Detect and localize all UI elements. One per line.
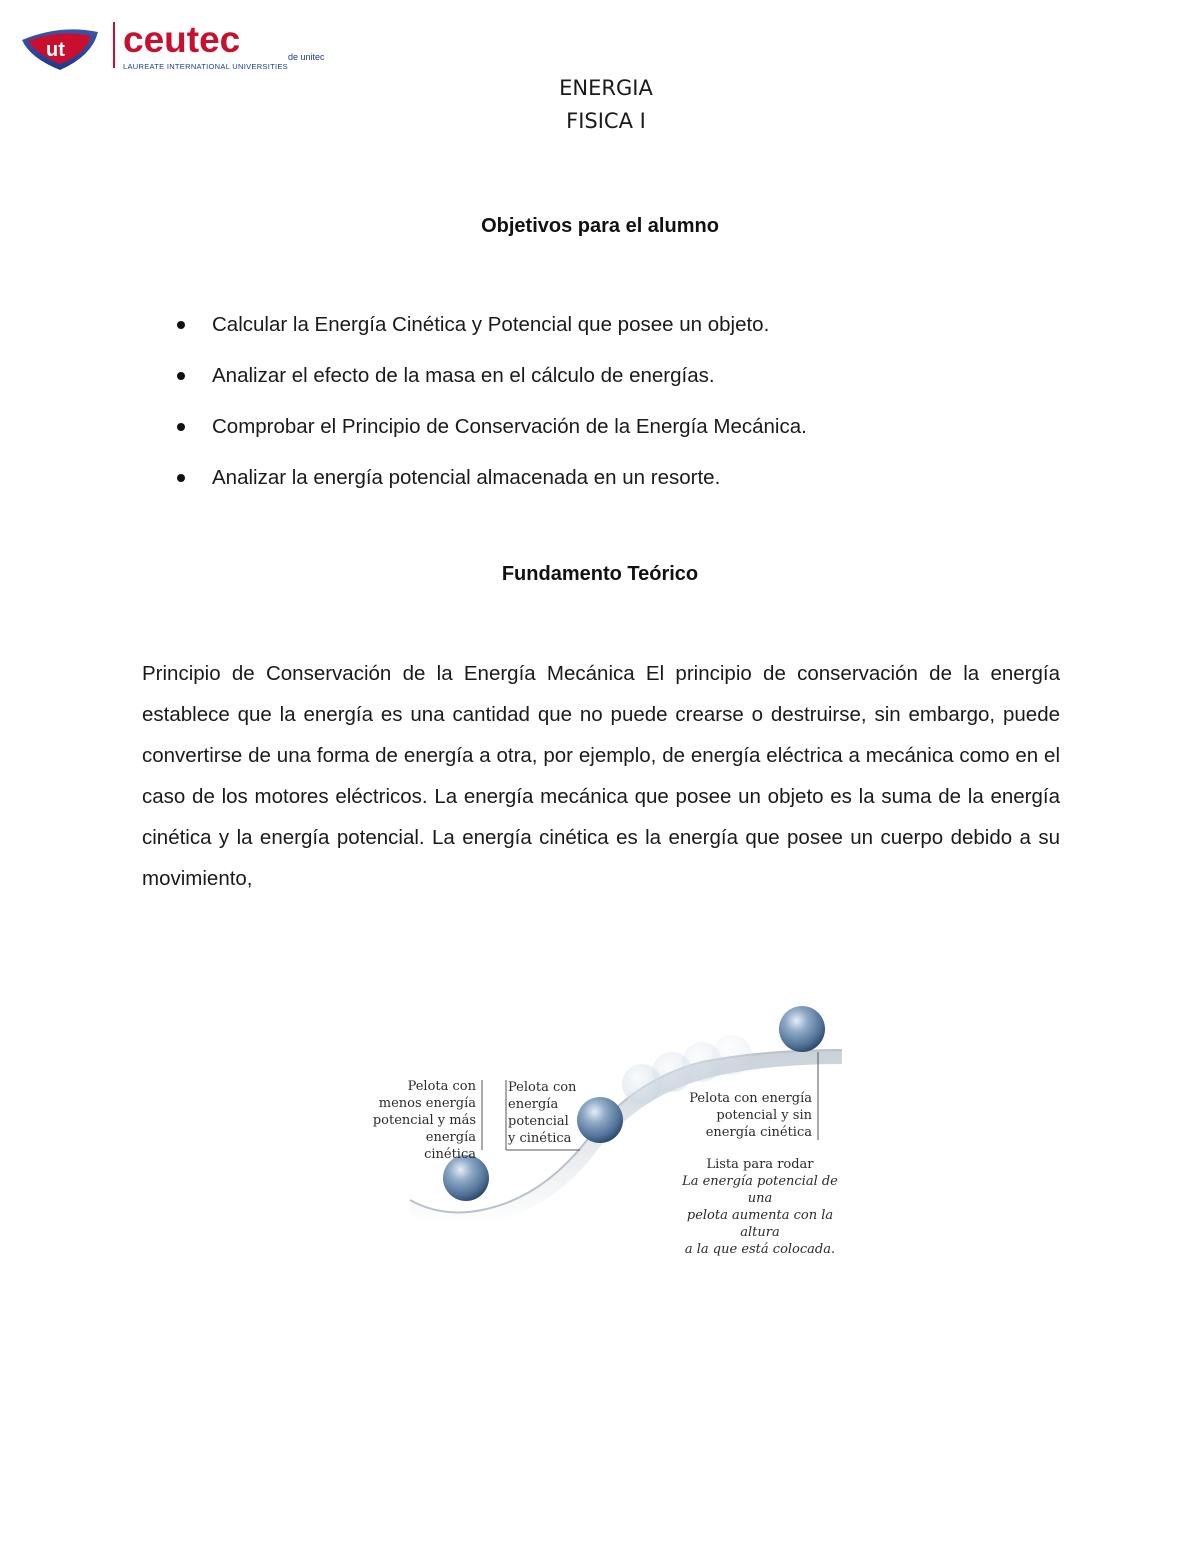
objectives-list (172, 310, 807, 514)
bullet-icon (177, 423, 185, 431)
figure-caption: Lista para rodar La energía potencial de una pelota aumenta con la altura a la que está colocada. (668, 1156, 852, 1258)
list-item: Analizar la energía potencial almacenada en un resorte. (172, 463, 807, 514)
energy-figure (372, 1000, 852, 1257)
bullet-icon (177, 321, 185, 329)
ghost-ball (712, 1035, 752, 1075)
theory-paragraph: Principio de Conservación de la Energía Mecánica El principio de conservación de la energía establece que la energía es una cantidad que no puede crearse o destruirse, sin embargo, puede convertirse de una forma de energía a otra, por ejemplo, de energía eléctrica a mecánica como en el caso de los motores eléctricos. La energía mecánica que posee un objeto es la suma de la energía cinética y la energía potencial. La energía cinética es la energía que posee un cuerpo debido a su movimiento, (142, 662, 1060, 890)
objectives-heading: Objetivos para el alumno (481, 215, 719, 237)
svg-text:de unitec: de unitec (288, 52, 325, 62)
svg-text:ut: ut (46, 39, 65, 61)
svg-text:ceutec: ceutec (123, 19, 241, 60)
document-title: ENERGIA (559, 76, 653, 100)
label-top-ball: Pelota con energía potencial y sin energía cinética (689, 1091, 812, 1140)
list-item: Comprobar el Principio de Conservación de la Energía Mecánica. (172, 412, 807, 463)
svg-text:LAUREATE INTERNATIONAL UNIVERS: LAUREATE INTERNATIONAL UNIVERSITIES (123, 62, 288, 71)
document-subtitle: FISICA I (566, 109, 646, 133)
list-item: Calcular la Energía Cinética y Potencial que posee un objeto. (172, 310, 807, 361)
ball-top (779, 1006, 825, 1052)
label-mid-ball: Pelota con energía potencial y cinética (508, 1080, 577, 1146)
bullet-icon (177, 474, 185, 482)
label-low-ball: Pelota con menos energía potencial y más energía cinética (372, 1079, 476, 1162)
caption-title: Lista para rodar (706, 1157, 814, 1172)
ceutec-logo (20, 18, 330, 74)
bullet-icon (177, 372, 185, 380)
list-item: Analizar el efecto de la masa en el cálculo de energías. (172, 361, 807, 412)
theory-heading: Fundamento Teórico (501, 563, 699, 585)
